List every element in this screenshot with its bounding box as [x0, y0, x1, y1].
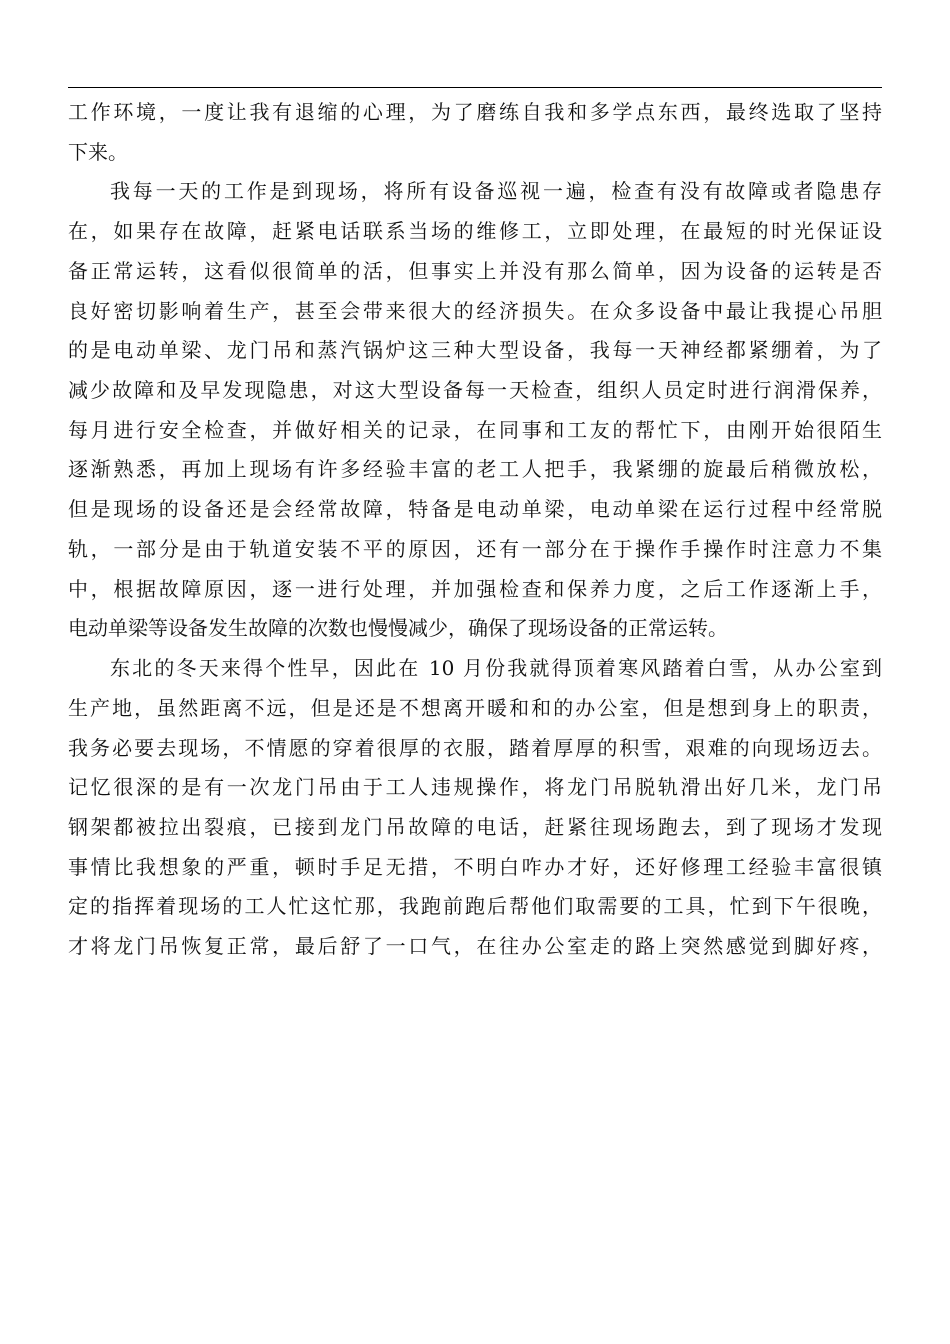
text-line: 电动单梁等设备发生故障的次数也慢慢减少，确保了现场设备的正常运转。 [68, 616, 728, 641]
text-line: 事情比我想象的严重，顿时手足无措，不明白咋办才好，还好修理工经验丰富很镇 [68, 854, 882, 879]
text-line: 每月进行安全检查，并做好相关的记录，在同事和工友的帮忙下，由刚开始很陌生 [68, 417, 882, 442]
text-line: 减少故障和及早发现隐患，对这大型设备每一天检查，组织人员定时进行润滑保养， [68, 378, 882, 403]
text-line: 定的指挥着现场的工人忙这忙那，我跑前跑后帮他们取需要的工具，忙到下午很晚， [68, 894, 882, 919]
text-line: 工作环境，一度让我有退缩的心理，为了磨练自我和多学点东西，最终选取了坚持 [68, 100, 882, 124]
header-rule [68, 87, 882, 88]
text-line: 良好密切影响着生产，甚至会带来很大的经济损失。在众多设备中最让我提心吊胆 [68, 298, 882, 323]
text-line: 东北的冬天来得个性早，因此在 10 月份我就得顶着寒风踏着白雪，从办公室到 [110, 656, 882, 681]
text-line: 但是现场的设备还是会经常故障，特备是电动单梁，电动单梁在运行过程中经常脱 [68, 497, 882, 522]
text-line: 才将龙门吊恢复正常，最后舒了一口气，在往办公室走的路上突然感觉到脚好疼， [68, 934, 882, 959]
text-line: 在，如果存在故障，赶紧电话联系当场的维修工，立即处理，在最短的时光保证设 [68, 219, 882, 244]
text-line: 中，根据故障原因，逐一进行处理，并加强检查和保养力度，之后工作逐渐上手， [68, 576, 882, 601]
text-line: 记忆很深的是有一次龙门吊由于工人违规操作，将龙门吊脱轨滑出好几米，龙门吊 [68, 775, 882, 800]
text-line: 逐渐熟悉，再加上现场有许多经验丰富的老工人把手，我紧绷的旋最后稍微放松， [68, 457, 882, 482]
text-line: 我务必要去现场，不情愿的穿着很厚的衣服，踏着厚厚的积雪，艰难的向现场迈去。 [68, 735, 882, 760]
text-line: 钢架都被拉出裂痕，已接到龙门吊故障的电话，赶紧往现场跑去，到了现场才发现 [68, 814, 882, 839]
text-line: 备正常运转，这看似很简单的活，但事实上并没有那么简单，因为设备的运转是否 [68, 258, 882, 283]
text-line: 下来。 [68, 139, 128, 164]
body-text [68, 93, 882, 967]
text-line: 的是电动单梁、龙门吊和蒸汽锅炉这三种大型设备，我每一天神经都紧绷着，为了 [68, 338, 882, 363]
text-line: 生产地，虽然距离不远，但是还是不想离开暖和和的办公室，但是想到身上的职责， [68, 695, 882, 720]
text-line: 轨，一部分是由于轨道安装不平的原因，还有一部分在于操作手操作时注意力不集 [68, 536, 882, 561]
text-line: 我每一天的工作是到现场，将所有设备巡视一遍，检查有没有故障或者隐患存 [110, 179, 882, 204]
